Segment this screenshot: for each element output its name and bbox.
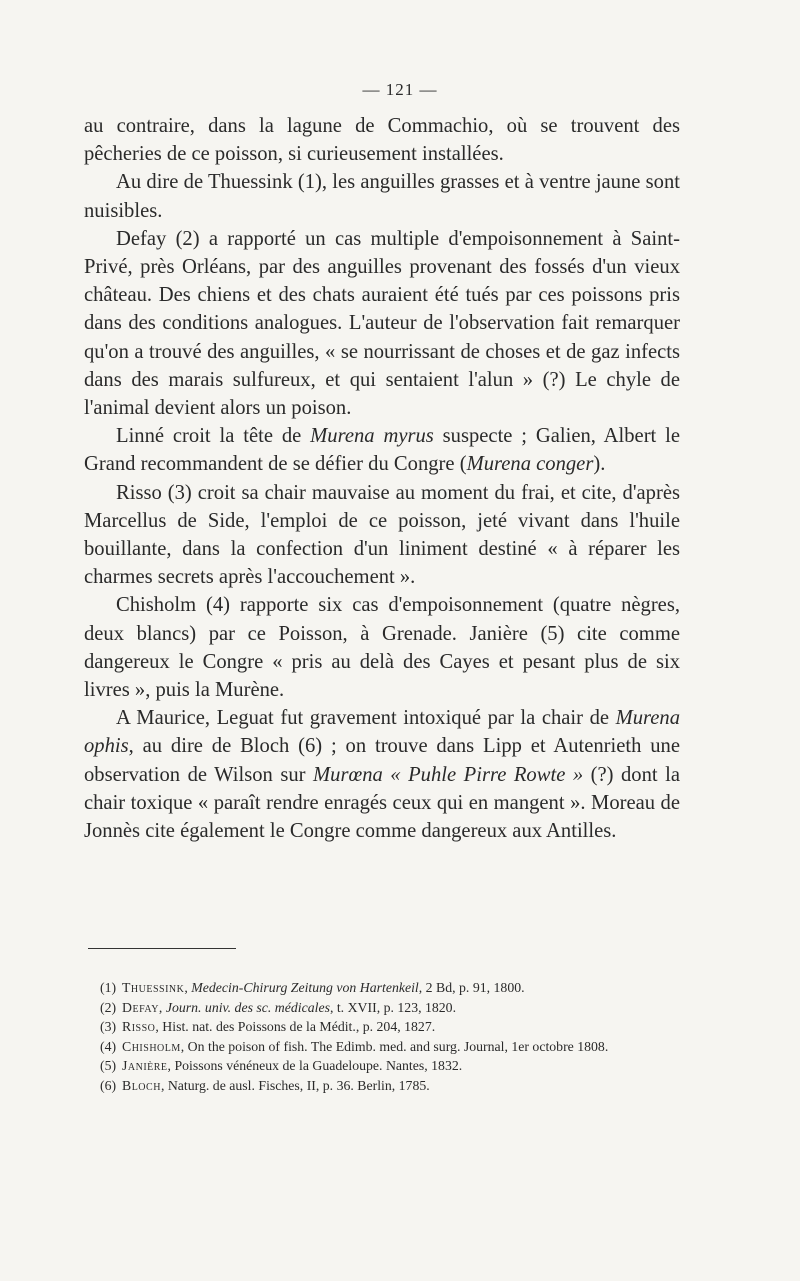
text-run: Linné croit la tête de: [116, 425, 311, 448]
text-run: au contraire, dans la lagune de Commachio, où se trouvent des pêcheries de ce poisson, si curieusement installées.: [84, 115, 680, 166]
footnote-separator-text: ,: [155, 1019, 163, 1034]
footnote: [100, 1017, 682, 1037]
paragraph: [84, 704, 680, 845]
footnote-reference: , 2 Bd, p. 91, 1800.: [418, 980, 525, 995]
footnote-reference: Hist. nat. des Poissons de la Médit., p. 204, 1827.: [162, 1019, 436, 1034]
species-name: Murœna « Puhle Pirre Rowte »: [313, 763, 584, 786]
footnote-separator-text: ,: [158, 999, 166, 1015]
footnote-author: Defay: [122, 999, 159, 1015]
footnote-separator-text: ,: [180, 1038, 188, 1054]
footnote-number: (4): [100, 1038, 117, 1054]
species-name: Murena ophis: [84, 707, 680, 758]
footnote: [100, 998, 682, 1018]
footnote-separator-text: ,: [160, 1077, 168, 1093]
footnote-separator-text: ,: [167, 1058, 175, 1073]
paragraph: [84, 479, 680, 592]
footnote-reference: Naturg. de ausl. Fisches, II, p. 36. Berlin, 1785.: [167, 1077, 430, 1093]
text-run: Chisholm (4) rapporte six cas d'empoisonnement (quatre nègres, deux blancs) par ce Poisson, à Grenade. Janière (5) cite comme dangereux le Congre « pris au delà des Cayes et pesant plus de six livres », puis la Murène.: [84, 594, 680, 702]
footnotes: [100, 978, 682, 1095]
footnote-reference: , t. XVII, p. 123, 1820.: [329, 999, 457, 1015]
footnote-reference: On the poison of fish. The Edimb. med. and surg. Journal, 1er octobre 1808.: [187, 1038, 609, 1054]
footnote-reference: Poissons vénéneux de la Guadeloupe. Nantes, 1832.: [174, 1058, 463, 1073]
species-name: Murena conger: [466, 453, 594, 476]
paragraph: [84, 225, 680, 422]
footnote-number: (6): [100, 1077, 117, 1093]
footnote: [100, 1076, 682, 1096]
text-run: Au dire de Thuessink (1), les anguilles grasses et à ventre jaune sont nuisibles.: [84, 171, 680, 222]
footnote-number: (2): [100, 999, 117, 1015]
footnote-number: (3): [100, 1019, 117, 1034]
footnote-number: (5): [100, 1058, 117, 1073]
footnote: [100, 1037, 682, 1057]
footnote-separator: [88, 948, 236, 949]
footnote-separator-text: ,: [184, 980, 192, 995]
footnote-author: Bloch: [122, 1077, 161, 1093]
page-number: — 121 —: [362, 80, 438, 99]
text-run: A Maurice, Leguat fut gravement intoxiqué par la chair de: [116, 707, 616, 730]
main-text: [84, 112, 680, 845]
footnote-author: Risso: [122, 1019, 156, 1034]
footnote-title: Journ. univ. des sc. médicales: [165, 999, 330, 1015]
text-run: Defay (2) a rapporté un cas multiple d'empoisonnement à Saint-Privé, près Orléans, par des anguilles provenant des fossés d'un vieux château. Des chiens et des chats auraient été tués par ces poissons pris dans des conditions analogues. L'auteur de l'observation fait remarquer qu'on a trouvé des anguilles, « se nourrissant de choses et de gaz infects dans des marais sulfureux, et qui sentaient l'alun » (?) Le chyle de l'animal devient alors un poison.: [84, 227, 680, 420]
text-run: suspecte ; Galien, Albert le Grand recommandent de se défier du Congre (: [84, 425, 680, 476]
footnote: [100, 1056, 682, 1076]
paragraph: [84, 422, 680, 478]
paragraph: [84, 591, 680, 704]
text-run: ).: [593, 453, 606, 476]
footnote-author: Janière: [122, 1058, 168, 1073]
text-run: Risso (3) croit sa chair mauvaise au moment du frai, et cite, d'après Marcellus de Side, l'emploi de ce poisson, jeté vivant dans l'huile bouillante, dans la confection d'un liniment destiné « à réparer les charmes secrets après l'accouchement ».: [84, 481, 680, 589]
footnote-number: (1): [100, 980, 117, 995]
footnote-author: Chisholm: [122, 1038, 181, 1054]
text-run: (?) dont la chair toxique « paraît rendre enragés ceux qui en mangent ». Moreau de Jonnès cite également le Congre comme dangereux aux Antilles.: [84, 763, 680, 843]
species-name: Murena myrus: [310, 425, 434, 448]
paragraph: [84, 168, 680, 224]
text-run: , au dire de Bloch (6) ; on trouve dans Lipp et Autenrieth une observation de Wilson sur: [84, 735, 680, 786]
footnote: [100, 978, 682, 998]
footnote-title: Medecin-Chirurg Zeitung von Hartenkeil: [191, 980, 419, 995]
paragraph: [84, 112, 680, 168]
footnote-author: Thuessink: [122, 980, 185, 995]
